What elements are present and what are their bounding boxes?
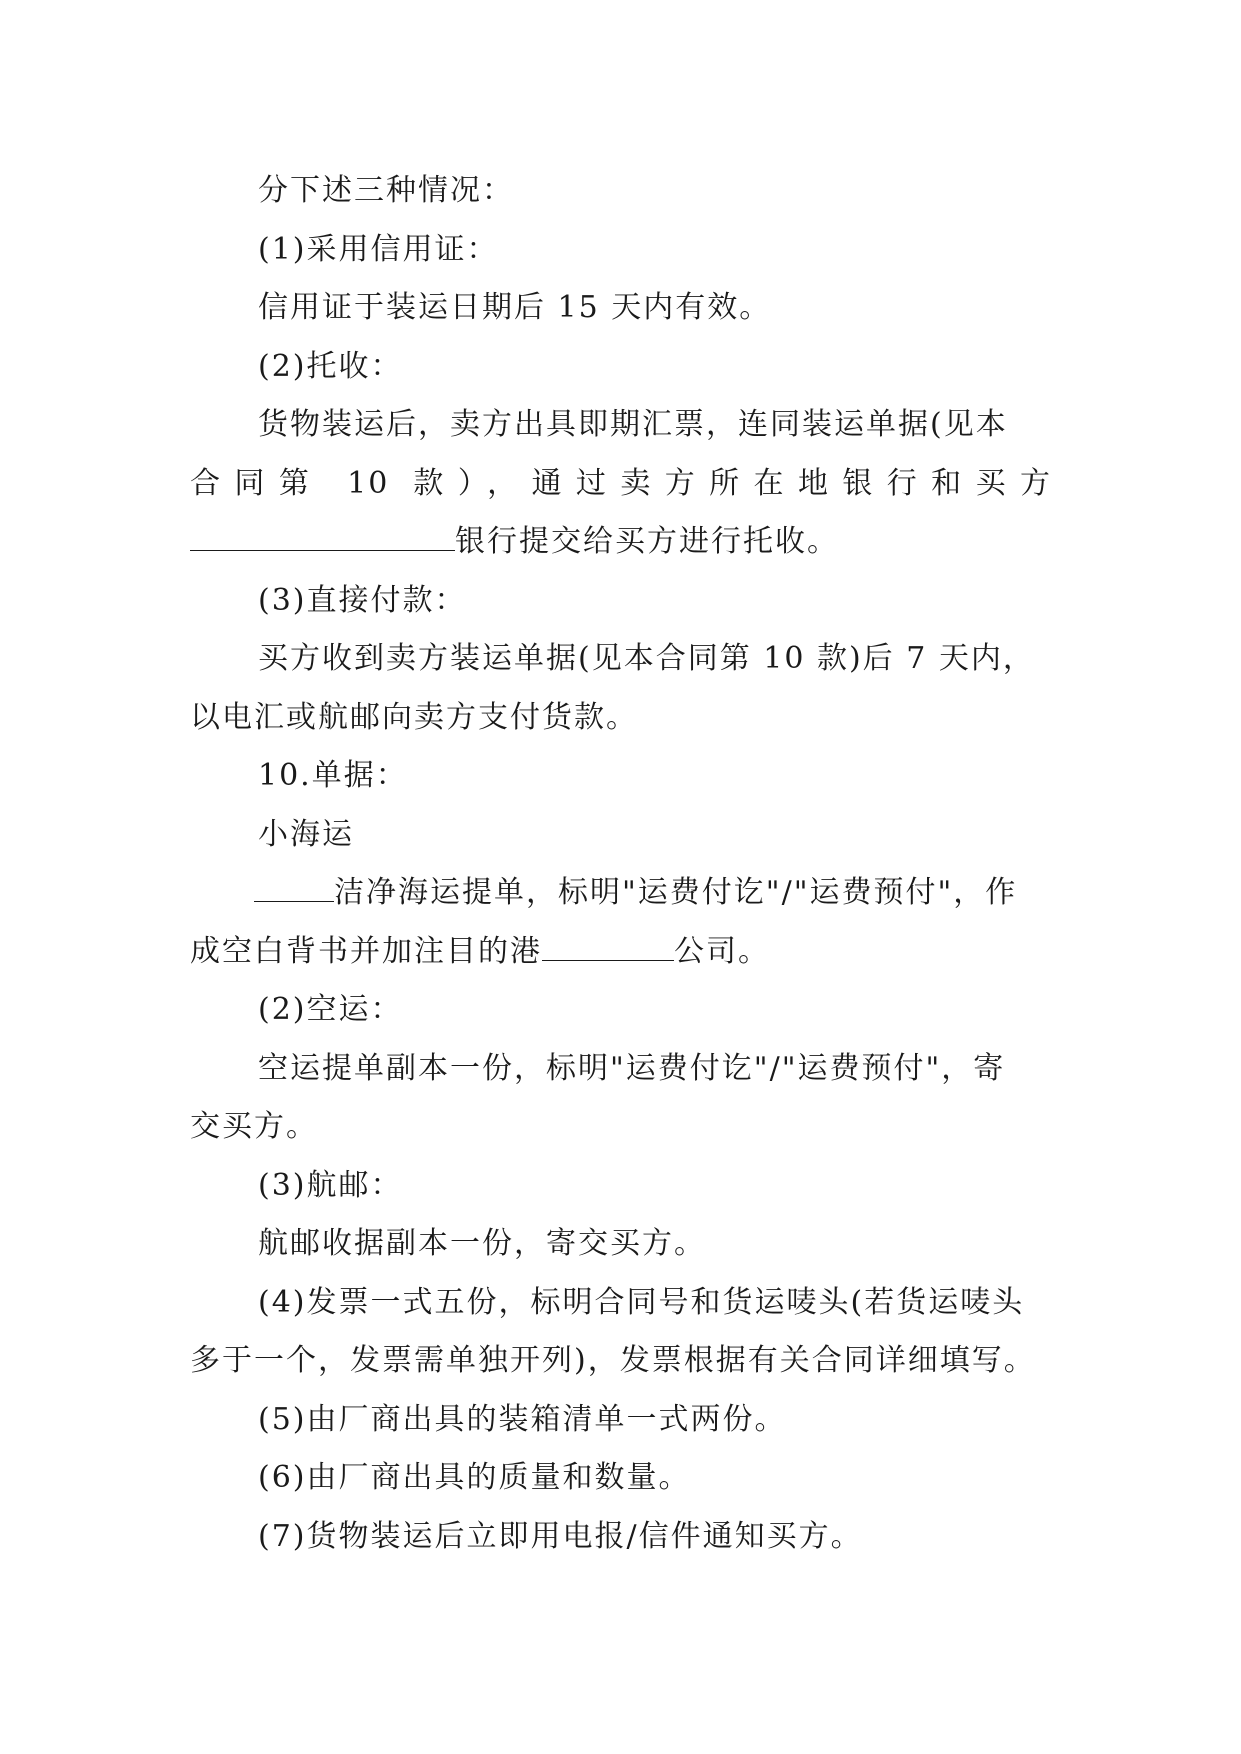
paragraph-text: 银行提交给买方进行托收。 bbox=[455, 524, 839, 559]
paragraph: 信用证于装运日期后 15 天内有效。 bbox=[258, 290, 772, 325]
paragraph: (4)发票一式五份，标明合同号和货运唛头(若货运唛头 bbox=[258, 1284, 1025, 1320]
paragraph: (3)直接付款： bbox=[258, 582, 467, 618]
paragraph: 以电汇或航邮向卖方支付货款。 bbox=[190, 699, 638, 735]
fill-in-blank bbox=[254, 875, 334, 902]
paragraph bbox=[190, 864, 1052, 923]
paragraph-text: 公司。 bbox=[674, 933, 770, 969]
paragraph: (1)采用信用证： bbox=[258, 231, 499, 267]
paragraph: 分下述三种情况： bbox=[258, 173, 514, 208]
paragraph-text: 洁净海运提单，标明"运费付讫"/"运费预付"，作 bbox=[334, 875, 1018, 910]
paragraph: 航邮收据副本一份，寄交买方。 bbox=[258, 1226, 706, 1261]
paragraph: 多于一个，发票需单独开列)，发票根据有关合同详细填写。 bbox=[190, 1343, 1036, 1378]
paragraph: (2)托收： bbox=[258, 348, 403, 384]
paragraph: 空运提单副本一份，标明"运费付讫"/"运费预付"，寄 bbox=[258, 1050, 1006, 1086]
document-body bbox=[190, 162, 1052, 1566]
paragraph: 买方收到卖方装运单据(见本合同第 10 款)后 7 天内， bbox=[258, 641, 1035, 676]
paragraph: 货物装运后，卖方出具即期汇票，连同装运单据(见本 bbox=[258, 407, 1008, 442]
section-heading: 10.单据： bbox=[258, 758, 408, 793]
paragraph: 交买方。 bbox=[190, 1109, 318, 1144]
fill-in-blank bbox=[542, 934, 674, 961]
paragraph: 小海运 bbox=[258, 816, 354, 852]
paragraph bbox=[190, 923, 1052, 982]
paragraph: (7)货物装运后立即用电报/信件通知买方。 bbox=[258, 1518, 863, 1554]
paragraph bbox=[190, 513, 1052, 572]
paragraph: (6)由厂商出具的质量和数量。 bbox=[258, 1460, 691, 1495]
paragraph: (3)航邮： bbox=[258, 1167, 403, 1203]
paragraph: 合同第 10 款），通过卖方所在地银行和买方 bbox=[190, 465, 1052, 501]
paragraph: (5)由厂商出具的装箱清单一式两份。 bbox=[258, 1401, 787, 1437]
paragraph-text: 成空白背书并加注目的港 bbox=[190, 933, 542, 969]
fill-in-blank bbox=[190, 524, 455, 551]
paragraph: (2)空运： bbox=[258, 992, 403, 1027]
